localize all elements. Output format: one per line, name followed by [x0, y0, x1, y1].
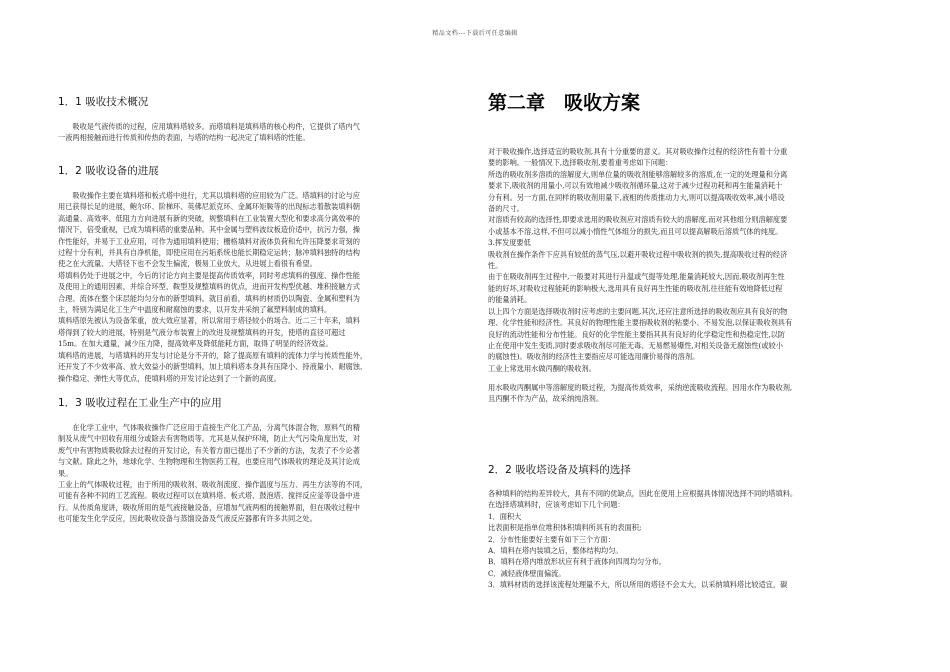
text-line: 比表面积是指单位堆积体积填料所具有的表面积; — [488, 523, 642, 533]
text-line: 由于在吸收剂再生过程中,一般要对其进行升温或气提等处理,能量消耗较大,因而,吸收剂再生性 — [488, 272, 785, 282]
text-line: 要的影响。一般情况下,选择吸收剂,要着重考虑如下问题： — [488, 158, 673, 168]
text-line: 2．分布性能要好主要有如下三个方面： — [488, 534, 615, 544]
text-line: 一液两相接触而进行传质和传热的表面，与塔的结构一起决定了填料塔的性能。 — [58, 133, 310, 143]
text-line: 与文献。除此之外，地球化学、生物物理和生物医药工程，也要应用气体吸收的理论及其讨论成 — [58, 457, 360, 467]
text-line: 用已获得长足的进展，鲍尔环、阶梯环、英佛尼派克环、金属环矩鞍等的出现标志着散装填料朝 — [58, 202, 360, 212]
text-line: 主，特别为满足化工生产中温度和耐腐蚀的要求，以开发并采纳了氟塑料制成的填料。 — [58, 305, 332, 315]
paragraph-1-3 — [58, 422, 478, 525]
section-heading-2-2: 2．2 吸收塔设备及填料的选择 — [488, 464, 631, 476]
text-line: 高通量、高效率、低阻力方向进展有新的突破，规整填料在工业装置大型化和要求高分离效率的 — [58, 213, 360, 223]
text-line: 也可能发生化学反应，因此吸收设备与蒸馏设备及气液反应器都有许多共同之处。 — [58, 514, 317, 524]
text-line: 备的尺寸。 — [488, 204, 524, 214]
text-line: 使之在大流量、大塔径下也不会发生偏流，极易工业放大，从进展上看很有希望。 — [58, 259, 317, 269]
section-heading-1-2: 1．2 吸收设备的进展 — [58, 165, 159, 177]
text-line: 情况下，倍受重视，已成为填料塔的重要品种。其中金属与塑料波纹板造价适中，抗污力强，操 — [58, 225, 360, 235]
text-line: 合理、流体在整个床层能均匀分布的新型填料。就目前看，填料的材质仍以陶瓷、金属和塑料为 — [58, 293, 360, 303]
paragraph-2-3 — [488, 488, 908, 591]
text-line: 3.挥发度要低 — [488, 238, 531, 248]
text-line: 还开发了不少效率高、放大效益小的新型填料，加上填料塔本身具有压降小、持液量小、耐腐蚀、 — [58, 362, 368, 372]
text-line: 的腐蚀性)。吸收剂的经济性主要指应尽可能选用廉价易得的溶剂。 — [488, 352, 700, 362]
text-line: 3．填料材质的选择该流程处理量不大，所以所用的塔径不会太大，以采纳填料塔比较适宜，碳 — [488, 580, 788, 590]
text-line: 废气中有害物质吸收除去过程的开发讨论，有关着方面已提出了不少新的方法，发表了不少论著 — [58, 445, 360, 455]
text-line: 塔填料仍处于进展之中，今后的讨论方向主要是提高传质效率，同时考虑填料的强度、操作性能 — [58, 270, 360, 280]
text-line: 在化学工业中，气体吸收操作广泛应用于直接生产化工产品，分离气体混合物，原料气的精 — [58, 423, 360, 432]
chapter-title: 第二章 吸收方案 — [488, 92, 641, 114]
text-line: 可能有各种不同的工艺流程。吸收过程可以在填料塔、板式塔、鼓泡塔、搅拌反应釜等设备中进 — [58, 491, 360, 501]
text-line: 止在使用中发生变质,同时要求吸收剂尽可能无毒、无易燃易爆性,对相关设备无腐蚀性(或较小 — [488, 340, 783, 350]
section-heading-1-3: 1．3 吸收过程在工业生产中的应用 — [58, 397, 222, 409]
text-line: C．减轻液体壁面偏流。 — [488, 568, 566, 578]
section-heading-1-1: 1．1 吸收技术概况 — [58, 96, 149, 108]
text-line: 吸收剂在操作条件下应具有较低的蒸气压,以避开吸收过程中吸收剂的损失,提高吸收过程的经济 — [488, 249, 788, 259]
text-line: 填料塔的进展，与塔填料的开发与讨论是分不开的，除了提高原有填料的流体力学与传质性能外， — [58, 350, 368, 360]
text-line: 工业上的气体吸收过程，由于所用的吸收剂、吸收剂流度、操作温度与压力、再生方法等的不同， — [58, 480, 368, 490]
text-line: 过程十分有利，并具有自净机能，即使应用在污垢系统也能长期稳定运转；脉冲填料独特的结构 — [58, 248, 360, 258]
text-line: 以上四个方面是选择吸收剂时应考虑的主要问题,其次,还应注意所选择的吸收剂应具有良好的物 — [488, 306, 788, 316]
text-line: 小或基本不溶,这样,不但可以减小惰性气体组分的损失,而且可以提高解吸后溶质气体的纯度。 — [488, 226, 783, 236]
text-line: 操作稳定、弹性大等优点，使填料塔的开发讨论达到了一个新的高度。 — [58, 373, 281, 383]
paragraph-2-1 — [488, 146, 908, 374]
text-line: 制及从废气中回收有用组分或除去有害物质等。尤其是从保护环境，防止大气污染角度出发，对 — [58, 434, 360, 444]
text-line: 性。 — [488, 261, 503, 271]
text-line: 理、化学性能和经济性。其良好的物理性能主要指吸收剂的粘要小、不易发泡,以保证吸收剂具有 — [488, 318, 793, 328]
header-note: 精品文档---下载后可任意编辑 — [432, 30, 518, 37]
text-line: B．填料在塔内堆放形状应有利于液体向四周均匀分布。 — [488, 557, 666, 567]
text-line: 用水吸收丙酮属中等溶解度的吸过程，为提高传质效率，采纳逆流吸收流程。因用水作为吸收剂, — [488, 383, 793, 392]
text-line: 对溶质有较高的选择性,即要求选用的吸收剂应对溶质有较大的溶解度,而对其他组分则溶解度要 — [488, 215, 788, 225]
text-line: 各种填料的结构差异较大，具有不同的优缺点，因此在使用上应根据具体情况选择不同的塔填料。 — [488, 489, 798, 498]
text-line: A．填料在塔内装填之后，整体结构均匀。 — [488, 546, 623, 556]
text-line: 要求下,吸收剂的用量小,可以有效地减少吸收剂循环量,这对于减少过程功耗和再生能量消耗十 — [488, 181, 783, 191]
text-line: 吸收是气液传质的过程，应用填料塔较多。而塔填料是填料塔的核心构件，它提供了塔内气 — [58, 122, 360, 131]
paragraph-2-2 — [488, 382, 908, 405]
text-line: 所选的吸收剂多溶质的溶解度大,则单位量的吸收剂能够溶解较多的溶质,在一定的处理量和分离 — [488, 169, 788, 179]
text-line: 1．面积大 — [488, 511, 522, 521]
text-line: 及使用上的通用因素，并综合环型、鞍型及规整填料的优点，进而开发构型优越、堆积接触方式 — [58, 282, 360, 292]
text-line: 分有利。另一方面,在同样的吸收剂用量下,液相的传质推动力大,则可以提高吸收效率,减小塔设 — [488, 192, 785, 202]
paragraph-1-2 — [58, 190, 478, 384]
text-line: 15m。在加大通量，减少压力降，提高效率及降低能耗方面，取得了明显的经济效益。 — [58, 339, 333, 349]
text-line: 工业上常选用水做丙酮的吸收剂。 — [488, 363, 596, 373]
text-line: 吸收操作主要在填料塔和板式塔中进行，尤其以填料塔的应用较为广泛。塔填料的讨论与应 — [58, 191, 360, 200]
text-line: 塔得到了较大的进展，特别是气液分布装置上的改进及规整填料的开发，使塔的直径可超过 — [58, 327, 346, 337]
text-line: 良好的流动性能和分布性能。良好的化学性能主要指其具有良好的化学稳定性和热稳定性,以防 — [488, 329, 785, 339]
text-line: 对于吸收操作,选择适宜的吸收剂,具有十分重要的意义。其对吸收操作过程的经济性有着十分重 — [488, 147, 788, 156]
text-line: 行。从传质角度讲，吸收所用的是气液接触设备，应增加气液两相的接触界面，但在吸收过程中 — [58, 502, 360, 512]
text-line: 在选择塔填料时，应该考虑如下几个问题： — [488, 500, 625, 510]
text-line: 作性能好，并易于工业应用，可作为通用填料使用；栅格填料对液体负荷和允许压降要求苛刻的 — [58, 236, 360, 246]
text-line: 的能量消耗。 — [488, 295, 532, 305]
text-line: 果。 — [58, 468, 73, 478]
paragraph-1-1 — [58, 121, 478, 144]
text-line: 能的好坏,对吸收过程能耗的影响极大,选用具有良好再生性能的吸收剂,往往能有效地降低过程 — [488, 283, 783, 293]
text-line: 且丙酮不作为产品，故采纳纯溶剂。 — [488, 394, 604, 404]
text-line: 填料塔原先被认为设备笨重，放大效应显著，所以常用于塔径较小的场合。近二三十年来，填料 — [58, 316, 360, 326]
